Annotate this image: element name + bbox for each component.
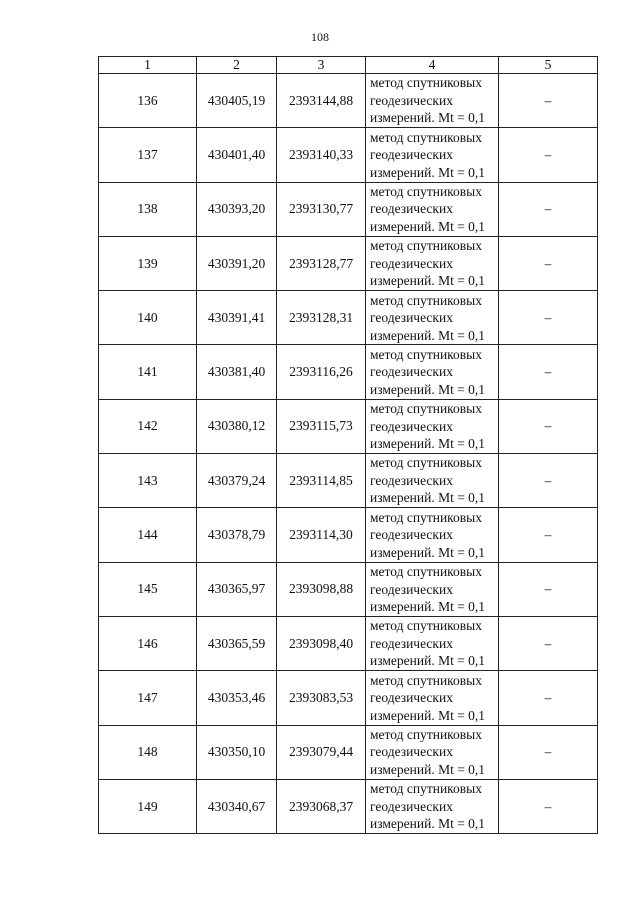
- method-line-1: метод спутниковых: [370, 346, 482, 362]
- method-line-3: измерений. Mt = 0,1: [370, 490, 486, 506]
- y-coordinate-cell: 2393098,88: [277, 562, 366, 616]
- column-5-cell: –: [499, 454, 598, 508]
- y-coordinate-cell: 2393098,40: [277, 616, 366, 670]
- method-line-3: измерений. Mt = 0,1: [370, 164, 486, 180]
- x-coordinate-cell: 430381,40: [197, 345, 277, 399]
- x-coordinate-cell: 430401,40: [197, 128, 277, 182]
- coordinates-table: [98, 56, 598, 834]
- x-coordinate-cell: 430340,67: [197, 779, 277, 833]
- y-coordinate-cell: 2393068,37: [277, 779, 366, 833]
- table-row: [99, 291, 598, 345]
- method-cell: [366, 74, 499, 128]
- method-line-2: геодезических: [370, 798, 453, 814]
- y-coordinate-cell: 2393144,88: [277, 74, 366, 128]
- table-row: [99, 562, 598, 616]
- x-coordinate-cell: 430379,24: [197, 454, 277, 508]
- column-5-cell: –: [499, 236, 598, 290]
- method-cell: [366, 508, 499, 562]
- x-coordinate-cell: 430380,12: [197, 399, 277, 453]
- method-line-1: метод спутниковых: [370, 292, 482, 308]
- method-line-2: геодезических: [370, 690, 453, 706]
- header-col-4: 4: [366, 57, 499, 74]
- y-coordinate-cell: 2393083,53: [277, 671, 366, 725]
- point-number-cell: 147: [99, 671, 197, 725]
- y-coordinate-cell: 2393128,31: [277, 291, 366, 345]
- method-line-2: геодезических: [370, 364, 453, 380]
- table-row: [99, 725, 598, 779]
- method-line-3: измерений. Mt = 0,1: [370, 653, 486, 669]
- page-number: 108: [311, 30, 329, 44]
- column-5-cell: –: [499, 74, 598, 128]
- x-coordinate-cell: 430350,10: [197, 725, 277, 779]
- column-5-cell: –: [499, 508, 598, 562]
- method-line-3: измерений. Mt = 0,1: [370, 544, 486, 560]
- column-5-cell: –: [499, 291, 598, 345]
- method-line-3: измерений. Mt = 0,1: [370, 110, 486, 126]
- method-cell: [366, 291, 499, 345]
- method-cell: [366, 725, 499, 779]
- table-row: [99, 236, 598, 290]
- method-cell: [366, 616, 499, 670]
- y-coordinate-cell: 2393114,30: [277, 508, 366, 562]
- method-cell: [366, 399, 499, 453]
- column-5-cell: –: [499, 345, 598, 399]
- method-line-2: геодезических: [370, 147, 453, 163]
- y-coordinate-cell: 2393116,26: [277, 345, 366, 399]
- x-coordinate-cell: 430405,19: [197, 74, 277, 128]
- x-coordinate-cell: 430393,20: [197, 182, 277, 236]
- header-col-1: 1: [99, 57, 197, 74]
- x-coordinate-cell: 430353,46: [197, 671, 277, 725]
- table-row: [99, 74, 598, 128]
- method-cell: [366, 454, 499, 508]
- point-number-cell: 136: [99, 74, 197, 128]
- method-line-1: метод спутниковых: [370, 183, 482, 199]
- point-number-cell: 148: [99, 725, 197, 779]
- method-cell: [366, 671, 499, 725]
- point-number-cell: 146: [99, 616, 197, 670]
- table-body: [99, 74, 598, 834]
- method-line-2: геодезических: [370, 92, 453, 108]
- table-row: [99, 454, 598, 508]
- method-line-2: геодезических: [370, 418, 453, 434]
- method-line-3: измерений. Mt = 0,1: [370, 218, 486, 234]
- method-line-2: геодезических: [370, 744, 453, 760]
- point-number-cell: 144: [99, 508, 197, 562]
- table-row: [99, 345, 598, 399]
- method-cell: [366, 182, 499, 236]
- method-line-2: геодезических: [370, 310, 453, 326]
- method-line-1: метод спутниковых: [370, 401, 482, 417]
- method-line-1: метод спутниковых: [370, 781, 482, 797]
- method-cell: [366, 345, 499, 399]
- method-line-1: метод спутниковых: [370, 75, 482, 91]
- method-line-3: измерений. Mt = 0,1: [370, 761, 486, 777]
- y-coordinate-cell: 2393130,77: [277, 182, 366, 236]
- column-5-cell: –: [499, 616, 598, 670]
- y-coordinate-cell: 2393128,77: [277, 236, 366, 290]
- method-line-2: геодезических: [370, 472, 453, 488]
- table-row: [99, 182, 598, 236]
- method-line-1: метод спутниковых: [370, 618, 482, 634]
- column-5-cell: –: [499, 671, 598, 725]
- method-line-3: измерений. Mt = 0,1: [370, 816, 486, 832]
- method-line-1: метод спутниковых: [370, 564, 482, 580]
- table-row: [99, 779, 598, 833]
- y-coordinate-cell: 2393115,73: [277, 399, 366, 453]
- method-line-3: измерений. Mt = 0,1: [370, 436, 486, 452]
- point-number-cell: 145: [99, 562, 197, 616]
- method-line-1: метод спутниковых: [370, 509, 482, 525]
- point-number-cell: 139: [99, 236, 197, 290]
- point-number-cell: 143: [99, 454, 197, 508]
- y-coordinate-cell: 2393114,85: [277, 454, 366, 508]
- x-coordinate-cell: 430391,41: [197, 291, 277, 345]
- x-coordinate-cell: 430378,79: [197, 508, 277, 562]
- method-line-1: метод спутниковых: [370, 238, 482, 254]
- header-col-2: 2: [197, 57, 277, 74]
- column-5-cell: –: [499, 562, 598, 616]
- method-line-3: измерений. Mt = 0,1: [370, 707, 486, 723]
- point-number-cell: 140: [99, 291, 197, 345]
- point-number-cell: 149: [99, 779, 197, 833]
- y-coordinate-cell: 2393140,33: [277, 128, 366, 182]
- x-coordinate-cell: 430365,97: [197, 562, 277, 616]
- method-line-2: геодезических: [370, 527, 453, 543]
- point-number-cell: 142: [99, 399, 197, 453]
- method-line-2: геодезических: [370, 581, 453, 597]
- method-line-3: измерений. Mt = 0,1: [370, 327, 486, 343]
- column-5-cell: –: [499, 779, 598, 833]
- table-row: [99, 616, 598, 670]
- method-line-1: метод спутниковых: [370, 129, 482, 145]
- point-number-cell: 141: [99, 345, 197, 399]
- table-row: [99, 128, 598, 182]
- header-col-5: 5: [499, 57, 598, 74]
- column-5-cell: –: [499, 128, 598, 182]
- point-number-cell: 137: [99, 128, 197, 182]
- method-line-2: геодезических: [370, 635, 453, 651]
- method-line-3: измерений. Mt = 0,1: [370, 273, 486, 289]
- table-row: [99, 399, 598, 453]
- x-coordinate-cell: 430365,59: [197, 616, 277, 670]
- method-line-2: геодезических: [370, 255, 453, 271]
- table-header-row: [99, 57, 598, 74]
- method-line-3: измерений. Mt = 0,1: [370, 381, 486, 397]
- method-line-1: метод спутниковых: [370, 672, 482, 688]
- method-line-1: метод спутниковых: [370, 726, 482, 742]
- column-5-cell: –: [499, 399, 598, 453]
- method-line-1: метод спутниковых: [370, 455, 482, 471]
- column-5-cell: –: [499, 725, 598, 779]
- method-line-3: измерений. Mt = 0,1: [370, 599, 486, 615]
- y-coordinate-cell: 2393079,44: [277, 725, 366, 779]
- method-cell: [366, 562, 499, 616]
- method-cell: [366, 779, 499, 833]
- method-cell: [366, 128, 499, 182]
- column-5-cell: –: [499, 182, 598, 236]
- point-number-cell: 138: [99, 182, 197, 236]
- method-cell: [366, 236, 499, 290]
- x-coordinate-cell: 430391,20: [197, 236, 277, 290]
- method-line-2: геодезических: [370, 201, 453, 217]
- header-col-3: 3: [277, 57, 366, 74]
- table-row: [99, 508, 598, 562]
- table-row: [99, 671, 598, 725]
